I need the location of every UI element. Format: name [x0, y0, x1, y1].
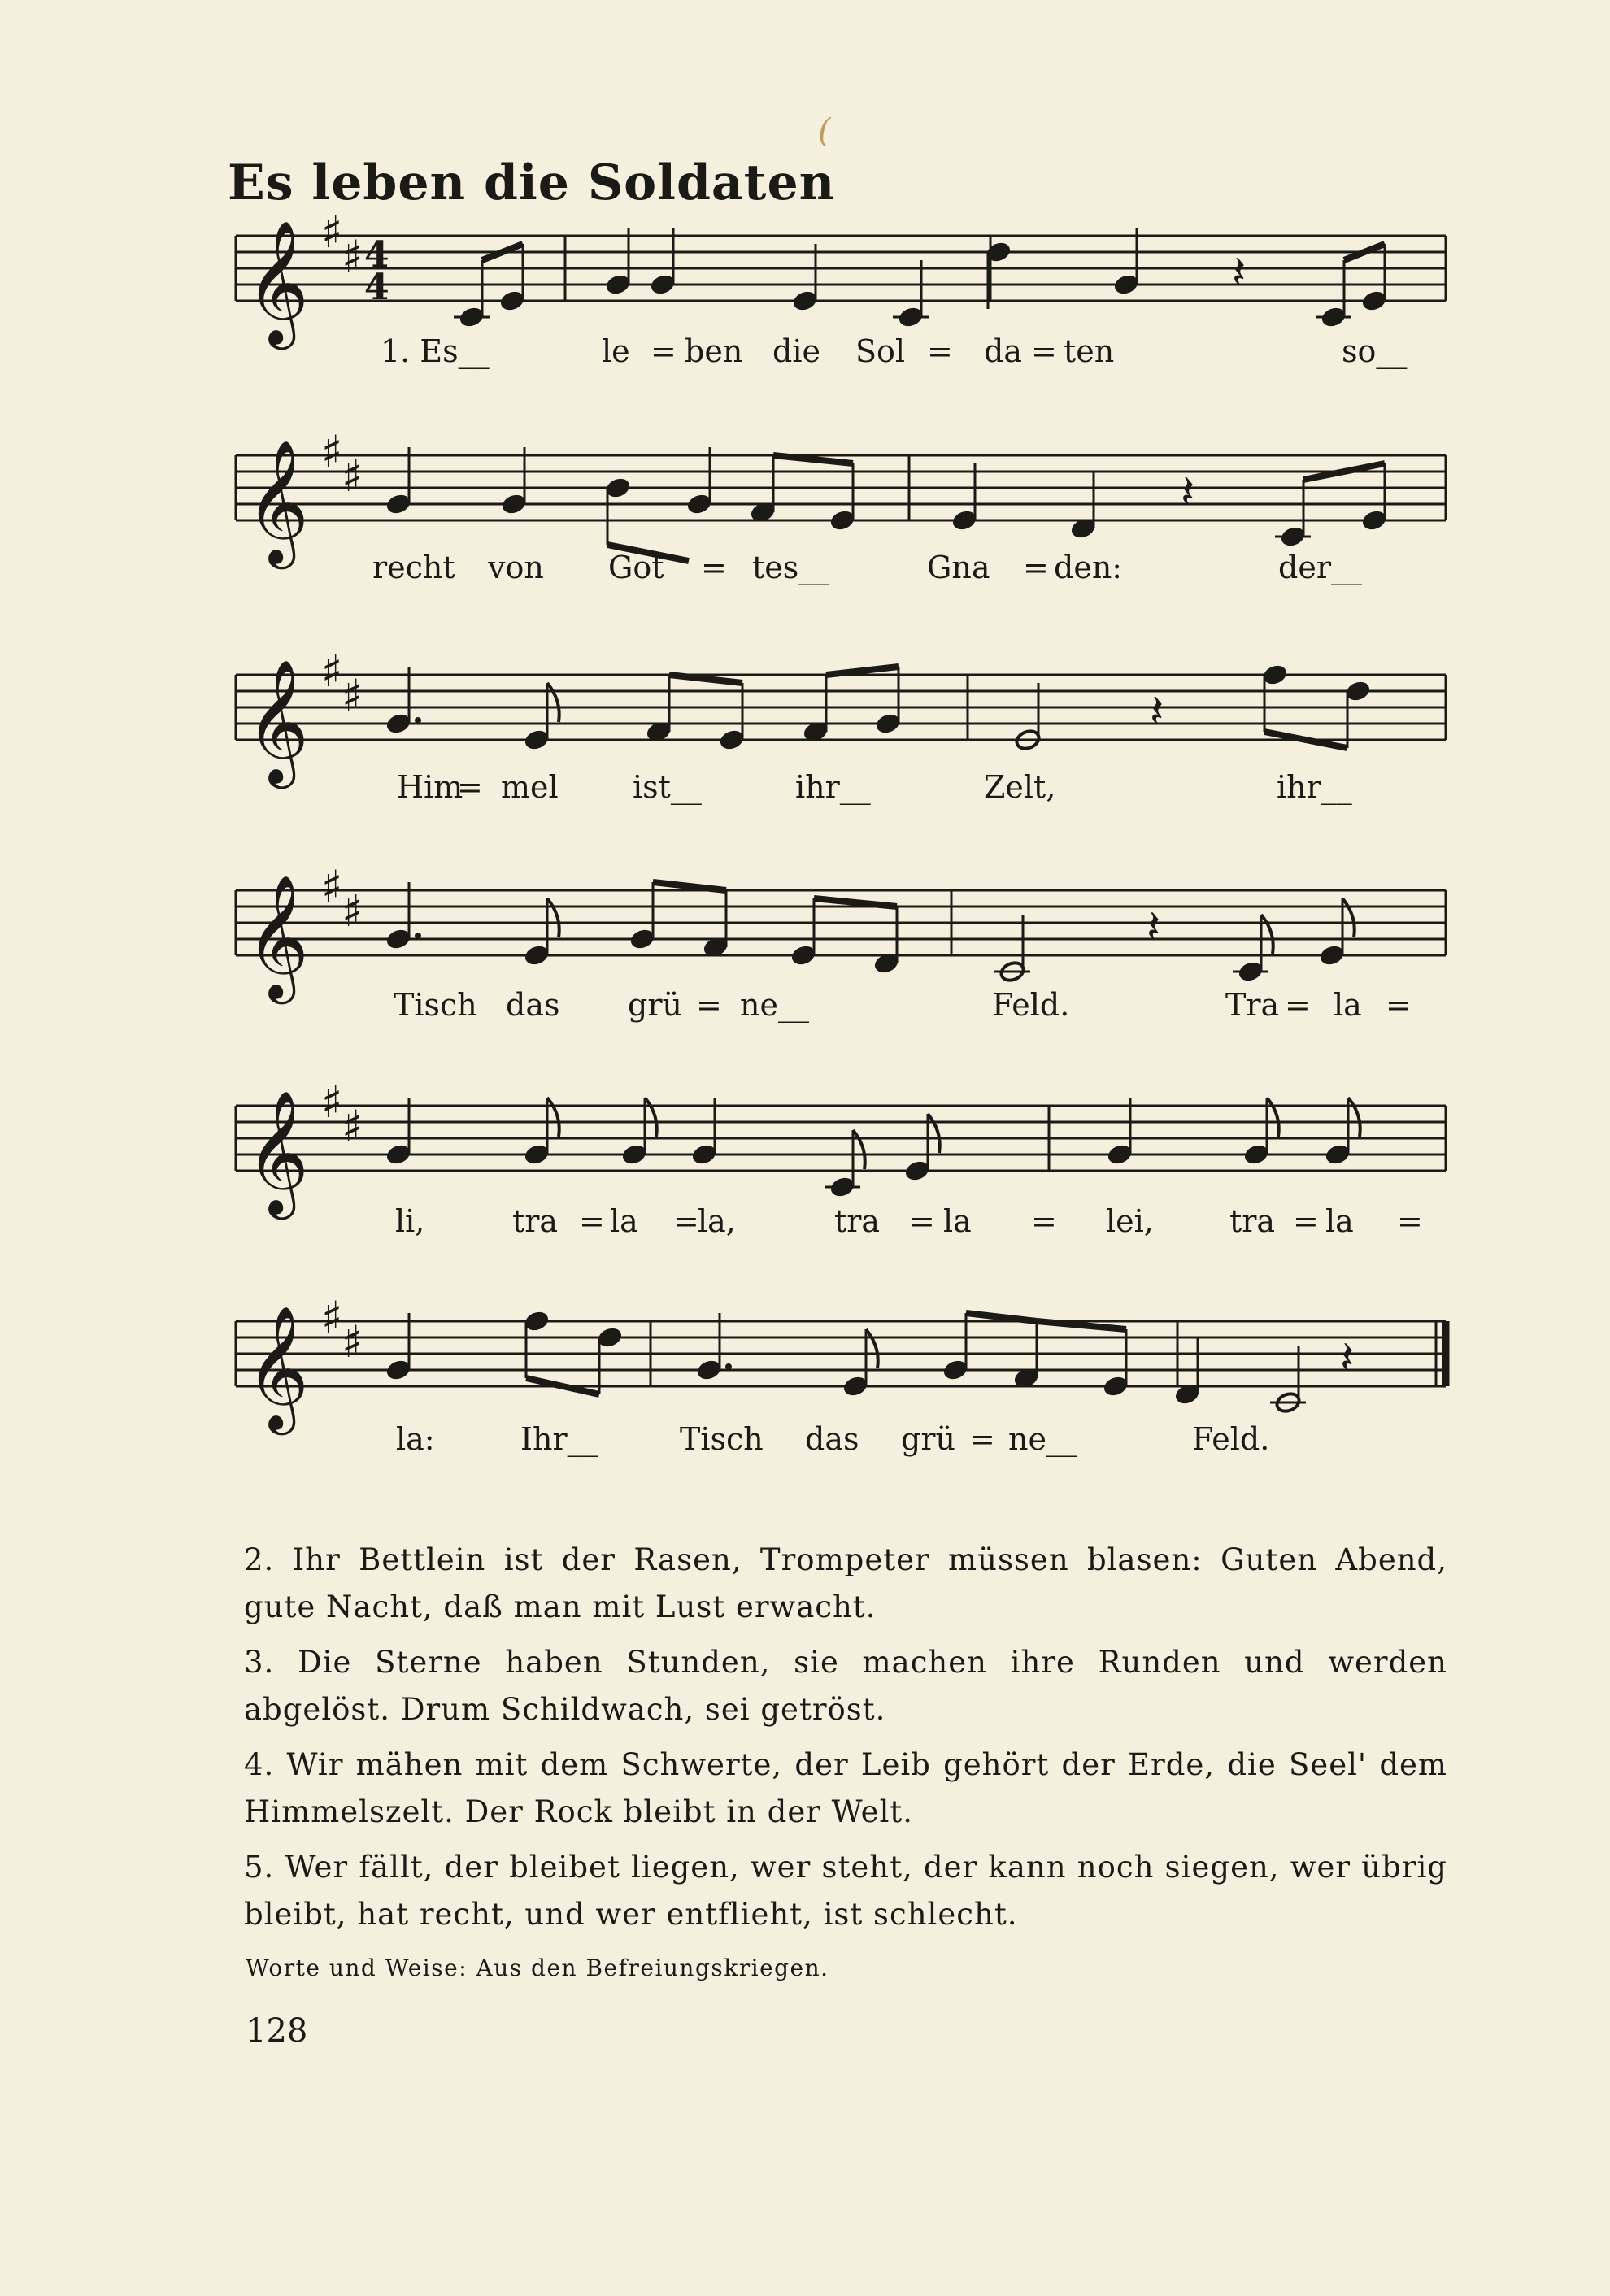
- lyric-syllable: =: [701, 550, 727, 585]
- sharp-icon: ♯: [342, 670, 363, 721]
- verse-4: 4. Wir mähen mit dem Schwerte, der Leib gehört der Erde, die Seel' dem Himmelszelt. Der Rock bleibt in der Welt.: [244, 1747, 1447, 1829]
- verse-2: 2. Ihr Bettlein ist der Rasen, Trompeter müssen blasen: Guten Abend, gute Nacht, daß man mit Lust erwacht.: [244, 1542, 1447, 1624]
- staff-system-2: [236, 426, 1446, 569]
- lyric-row-2: [0, 550, 1610, 590]
- lyric-syllable: ne__: [1008, 1421, 1077, 1457]
- lyric-syllable: grü: [628, 987, 682, 1023]
- lyric-syllable: Gna: [927, 550, 990, 585]
- quarter-rest-icon: 𝄽: [1232, 246, 1247, 299]
- lyric-syllable: ist__: [633, 769, 702, 805]
- lyric-syllable: =: [969, 1421, 995, 1457]
- lyric-syllable: lei,: [1106, 1203, 1154, 1239]
- sharp-icon: ♯: [321, 1076, 343, 1128]
- lyric-syllable: da: [984, 333, 1022, 369]
- lyric-syllable: la: [1334, 987, 1362, 1023]
- note-flag: [928, 1114, 940, 1153]
- note-flag: [853, 1130, 865, 1169]
- lyric-syllable: das: [805, 1421, 859, 1457]
- lyric-syllable: =: [651, 333, 677, 369]
- lyric-syllable: das: [506, 987, 560, 1023]
- lyric-syllable: la: [943, 1203, 972, 1239]
- lyric-row-5: [0, 1203, 1610, 1244]
- lyric-syllable: Tisch: [394, 987, 477, 1023]
- lyric-syllable: Zelt,: [984, 769, 1056, 805]
- lyric-syllable: =: [673, 1203, 699, 1239]
- lyric-syllable: la: [1325, 1203, 1354, 1239]
- verse-3: 3. Die Sterne haben Stunden, sie machen ihre Runden und werden abgelöst. Drum Schildwach, sei getröst.: [244, 1645, 1447, 1727]
- lyric-syllable: =: [1031, 333, 1057, 369]
- lyric-syllable: ben: [685, 333, 743, 369]
- lyric-syllable: =: [457, 769, 483, 805]
- lyric-syllable: =: [696, 987, 722, 1023]
- lyric-syllable: 1. Es__: [381, 333, 490, 369]
- note-flag: [645, 1098, 657, 1137]
- stray-mark: (: [818, 112, 831, 150]
- lyric-syllable: der__: [1278, 550, 1362, 585]
- lyric-syllable: la,: [698, 1203, 736, 1239]
- lyric-syllable: =: [1293, 1203, 1319, 1239]
- lyric-syllable: =: [579, 1203, 605, 1239]
- lyric-syllable: mel: [501, 769, 559, 805]
- note-dot: [415, 933, 421, 939]
- page-number: 128: [246, 2012, 308, 2050]
- lyric-syllable: =: [1031, 1203, 1057, 1239]
- note-flag: [547, 683, 559, 722]
- staff-system-1: [236, 207, 1446, 350]
- lyric-syllable: tra: [834, 1203, 881, 1239]
- sharp-icon: ♯: [321, 646, 343, 697]
- note-flag: [1267, 1098, 1279, 1137]
- note-flag: [1261, 915, 1273, 954]
- lyric-syllable: Ihr__: [520, 1421, 598, 1457]
- lyric-syllable: von: [488, 550, 544, 585]
- treble-clef-icon: 𝄞: [246, 659, 310, 784]
- lyric-syllable: Tisch: [680, 1421, 764, 1457]
- sharp-icon: ♯: [321, 426, 343, 477]
- sharp-icon: ♯: [342, 885, 363, 937]
- treble-clef-icon: 𝄞: [246, 1089, 310, 1215]
- quarter-rest-icon: 𝄽: [1181, 466, 1195, 519]
- lyric-syllable: tes__: [752, 550, 830, 585]
- lyric-syllable: Him: [397, 769, 463, 805]
- staff-system-5: [236, 1076, 1446, 1220]
- lyric-syllable: Sol: [855, 333, 906, 369]
- lyric-syllable: =: [1397, 1203, 1423, 1239]
- lyric-syllable: =: [1023, 550, 1049, 585]
- note-dot: [725, 1363, 732, 1370]
- lyric-syllable: Got: [608, 550, 664, 585]
- treble-clef-icon: 𝄞: [246, 220, 310, 345]
- lyric-syllable: la: [610, 1203, 638, 1239]
- lyric-syllable: ihr__: [1277, 769, 1352, 805]
- lyric-syllable: =: [1285, 987, 1311, 1023]
- lyric-row-1: [0, 333, 1610, 374]
- lyric-syllable: li,: [395, 1203, 425, 1239]
- song-title: Es leben die Soldaten: [228, 154, 836, 211]
- lyric-row-4: [0, 987, 1610, 1028]
- verse-5: 5. Wer fällt, der bleibet liegen, wer steht, der kann noch siegen, wer übrig bleibt, hat recht, und wer entflieht, ist schlecht.: [244, 1850, 1447, 1932]
- sharp-icon: ♯: [321, 861, 343, 912]
- treble-clef-icon: 𝄞: [246, 439, 310, 564]
- lyric-syllable: die: [772, 333, 820, 369]
- staff-system-4: [236, 861, 1446, 1004]
- lyric-syllable: =: [909, 1203, 935, 1239]
- sharp-icon: ♯: [342, 450, 363, 502]
- quarter-rest-icon: 𝄽: [1147, 901, 1161, 954]
- note-flag: [547, 898, 559, 937]
- sharp-icon: ♯: [321, 207, 343, 258]
- lyric-syllable: ne__: [740, 987, 809, 1023]
- note-flag: [866, 1329, 878, 1368]
- sharp-icon: ♯: [321, 1292, 343, 1343]
- lyric-syllable: Feld.: [1192, 1421, 1270, 1457]
- lyric-syllable: tra: [1229, 1203, 1276, 1239]
- lyric-syllable: tra: [512, 1203, 559, 1239]
- lyric-syllable: Tra: [1225, 987, 1280, 1023]
- lyric-syllable: ten: [1064, 333, 1115, 369]
- quarter-rest-icon: 𝄽: [1340, 1332, 1355, 1385]
- lyric-row-6: [0, 1421, 1610, 1462]
- lyric-syllable: la:: [396, 1421, 435, 1457]
- treble-clef-icon: 𝄞: [246, 874, 310, 999]
- credit-line: Worte und Weise: Aus den Befreiungskriegen.: [246, 1955, 829, 1981]
- lyric-syllable: le: [602, 333, 630, 369]
- lyric-syllable: grü: [901, 1421, 955, 1457]
- lyric-syllable: ihr__: [795, 769, 871, 805]
- note-flag: [1342, 898, 1355, 937]
- note-flag: [547, 1098, 559, 1137]
- quarter-rest-icon: 𝄽: [1150, 685, 1164, 738]
- treble-clef-icon: 𝄞: [246, 1305, 310, 1430]
- time-signature-bottom: 4: [364, 267, 389, 308]
- staff-system-3: [236, 646, 1446, 789]
- lyric-syllable: =: [1386, 987, 1412, 1023]
- verses: [244, 1537, 1447, 1946]
- time-signature-top: 4: [364, 234, 389, 276]
- note-dot: [415, 717, 421, 724]
- note-flag: [1348, 1098, 1360, 1137]
- lyric-row-3: [0, 769, 1610, 810]
- sharp-icon: ♯: [342, 1101, 363, 1152]
- lyric-syllable: den:: [1054, 550, 1123, 585]
- sharp-icon: ♯: [342, 1316, 363, 1368]
- lyric-syllable: recht: [372, 550, 455, 585]
- lyric-syllable: =: [927, 333, 953, 369]
- staff-system-6: [236, 1292, 1446, 1435]
- lyric-syllable: so__: [1342, 333, 1408, 369]
- sharp-icon: ♯: [342, 231, 363, 282]
- lyric-syllable: Feld.: [992, 987, 1070, 1023]
